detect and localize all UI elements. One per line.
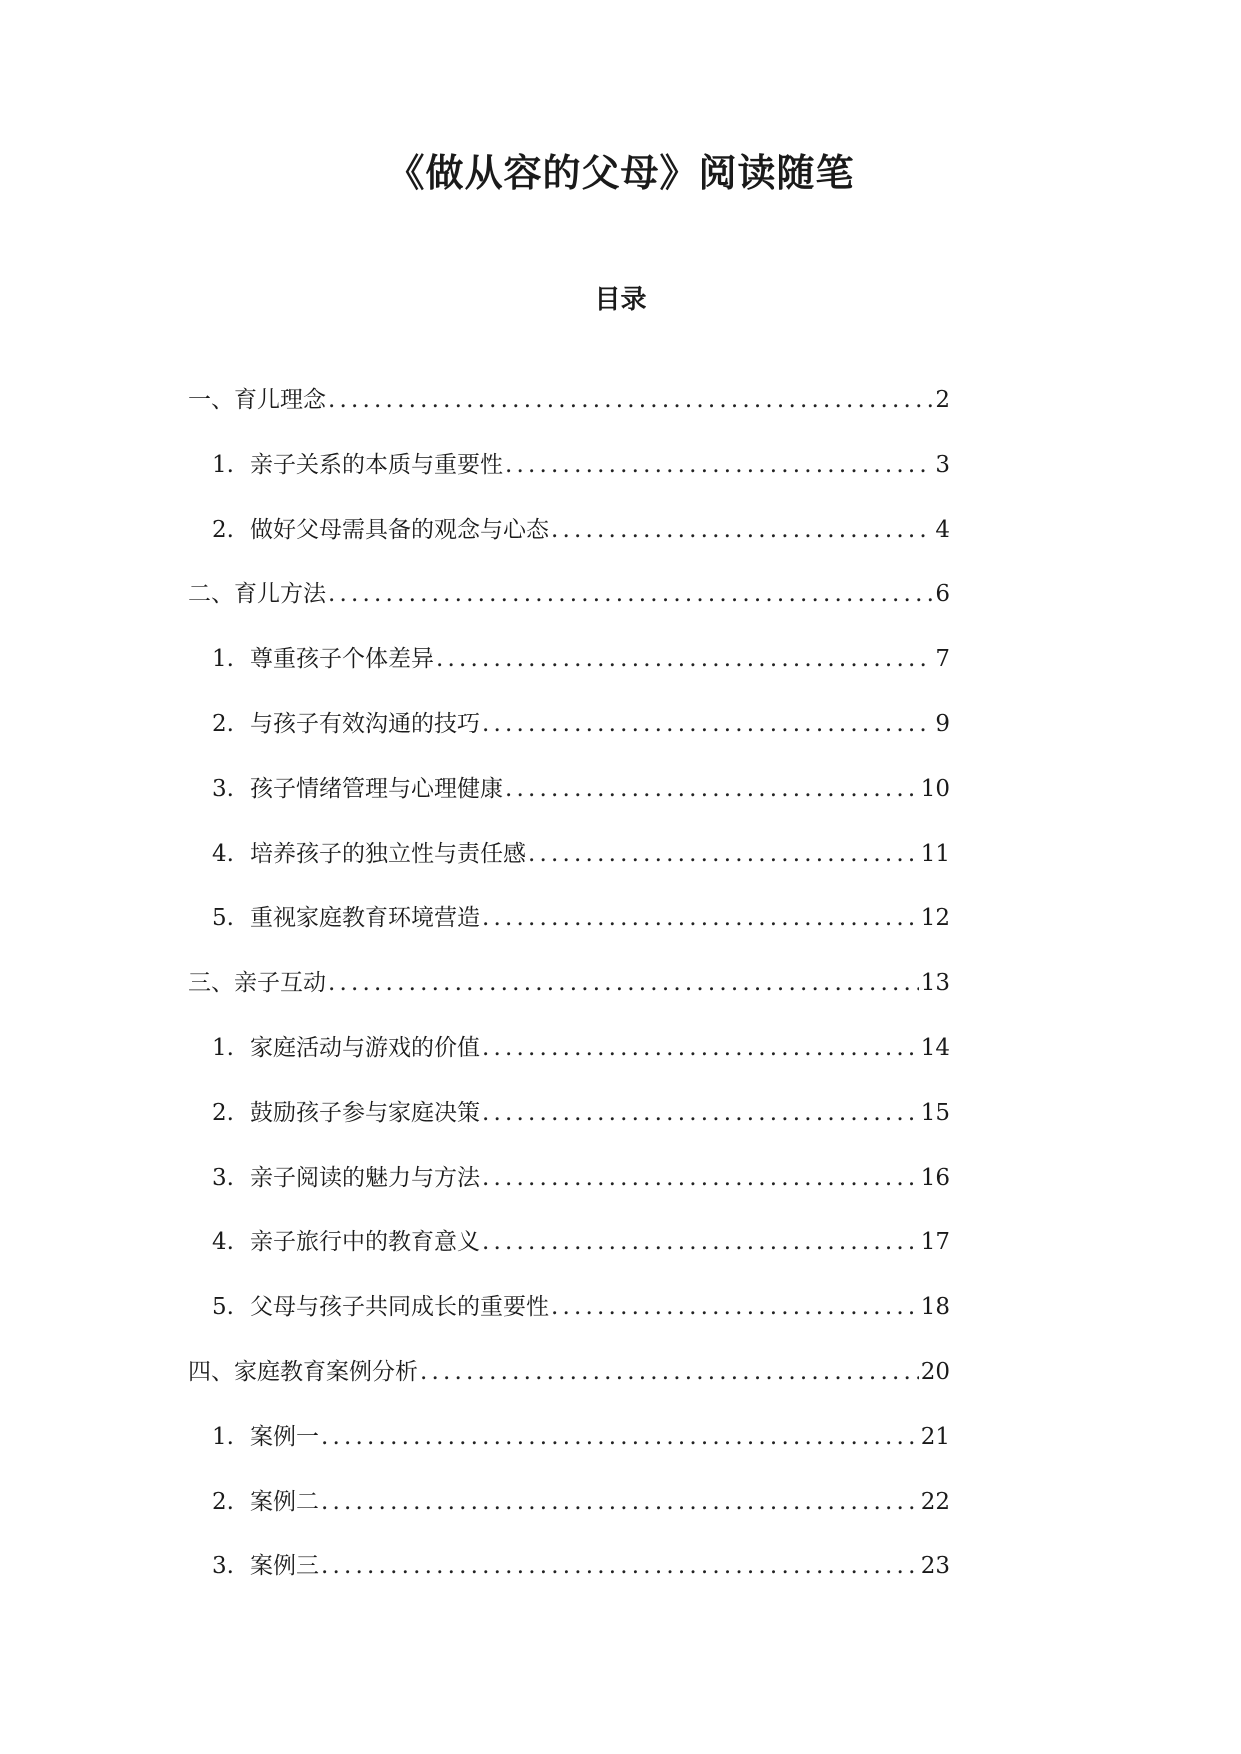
toc-entry-page: 3: [935, 451, 950, 478]
toc-dot-leader: [551, 1289, 919, 1325]
toc-dot-leader: [321, 1484, 919, 1520]
toc-entry-page: 16: [920, 1164, 950, 1191]
toc-entry-label: 孩子情绪管理与心理健康: [250, 775, 503, 802]
toc-entry-number: 5.: [212, 1294, 234, 1321]
toc-entry[interactable]: [188, 1289, 950, 1354]
toc-dot-leader: [505, 447, 933, 483]
toc-entry-page: 20: [920, 1358, 950, 1385]
toc-entry-label: 尊重孩子个体差异: [250, 646, 434, 673]
toc-dot-leader: [528, 836, 919, 872]
toc-dot-leader: [328, 965, 919, 1001]
toc-entry-page: 18: [920, 1294, 950, 1321]
toc-entry-number: 2.: [212, 516, 234, 543]
toc-dot-leader: [482, 1160, 919, 1196]
toc-entry-label: 案例三: [250, 1553, 319, 1580]
toc-entry[interactable]: [188, 1484, 950, 1549]
toc-entry-label: 三、亲子互动: [188, 970, 326, 997]
toc-entry-page: 9: [935, 710, 950, 737]
toc-entry-number: 2.: [212, 1099, 234, 1126]
toc-dot-leader: [482, 900, 919, 936]
toc-dot-leader: [321, 1548, 919, 1584]
toc-entry[interactable]: [188, 965, 950, 1030]
toc-entry-number: 4.: [212, 840, 234, 867]
toc-entry-page: 21: [920, 1423, 950, 1450]
toc-entry[interactable]: [188, 706, 950, 771]
toc-entry[interactable]: [188, 836, 950, 901]
toc-entry-page: 17: [920, 1229, 950, 1256]
toc-dot-leader: [505, 771, 919, 807]
toc-entry[interactable]: [188, 576, 950, 641]
toc-entry-page: 23: [920, 1553, 950, 1580]
toc-dot-leader: [482, 1224, 919, 1260]
toc-entry-number: 3.: [212, 1553, 234, 1580]
toc-entry-number: 2.: [212, 710, 234, 737]
toc-entry-number: 4.: [212, 1229, 234, 1256]
toc-dot-leader: [551, 512, 933, 548]
toc-dot-leader: [328, 576, 933, 612]
toc-entry[interactable]: [188, 1548, 950, 1613]
table-of-contents: [188, 382, 950, 1613]
toc-entry-page: 13: [920, 970, 950, 997]
document-title: 《做从容的父母》阅读随笔: [386, 150, 855, 195]
toc-entry-label: 案例一: [250, 1423, 319, 1450]
toc-dot-leader: [482, 706, 933, 742]
toc-entry[interactable]: [188, 1419, 950, 1484]
toc-entry-number: 1.: [212, 1423, 234, 1450]
toc-dot-leader: [482, 1095, 919, 1131]
toc-entry-label: 亲子关系的本质与重要性: [250, 451, 503, 478]
toc-entry-label: 培养孩子的独立性与责任感: [250, 840, 526, 867]
toc-entry-page: 2: [935, 387, 950, 413]
toc-heading: 目录: [594, 285, 647, 315]
toc-entry-page: 15: [920, 1099, 950, 1126]
toc-dot-leader: [482, 1030, 919, 1066]
toc-entry-number: 1.: [212, 1034, 234, 1061]
toc-entry-page: 7: [935, 646, 950, 673]
toc-entry-label: 四、家庭教育案例分析: [188, 1358, 418, 1385]
toc-entry-number: 3.: [212, 1164, 234, 1191]
toc-entry-page: 11: [920, 840, 950, 867]
toc-dot-leader: [420, 1354, 919, 1390]
toc-entry-label: 亲子阅读的魅力与方法: [250, 1164, 480, 1191]
toc-dot-leader: [436, 641, 933, 677]
toc-entry-page: 12: [920, 905, 950, 932]
toc-entry[interactable]: [188, 1354, 950, 1419]
toc-entry-number: 1.: [212, 646, 234, 673]
toc-entry-label: 与孩子有效沟通的技巧: [250, 710, 480, 737]
toc-entry-label: 案例二: [250, 1488, 319, 1515]
toc-entry-number: 3.: [212, 775, 234, 802]
toc-entry-page: 14: [920, 1034, 950, 1061]
toc-entry-label: 重视家庭教育环境营造: [250, 905, 480, 932]
toc-entry-page: 10: [920, 775, 950, 802]
toc-entry-number: 5.: [212, 905, 234, 932]
toc-entry[interactable]: [188, 1224, 950, 1289]
toc-dot-leader: [328, 382, 933, 418]
toc-entry[interactable]: [188, 641, 950, 706]
toc-entry-label: 二、育儿方法: [188, 581, 326, 608]
toc-entry-number: 2.: [212, 1488, 234, 1515]
toc-entry-label: 做好父母需具备的观念与心态: [250, 516, 549, 543]
toc-entry[interactable]: [188, 771, 950, 836]
toc-entry[interactable]: [188, 1160, 950, 1225]
toc-entry-page: 6: [935, 581, 950, 608]
toc-entry[interactable]: [188, 447, 950, 512]
toc-entry-label: 鼓励孩子参与家庭决策: [250, 1099, 480, 1126]
toc-entry[interactable]: [188, 512, 950, 577]
toc-entry-label: 父母与孩子共同成长的重要性: [250, 1294, 549, 1321]
toc-entry-page: 4: [935, 516, 950, 543]
toc-entry-page: 22: [920, 1488, 950, 1515]
toc-entry-label: 一、育儿理念: [188, 387, 326, 413]
toc-entry[interactable]: [188, 900, 950, 965]
toc-entry-label: 家庭活动与游戏的价值: [250, 1034, 480, 1061]
toc-dot-leader: [321, 1419, 919, 1455]
toc-entry[interactable]: [188, 1030, 950, 1095]
toc-entry[interactable]: [188, 382, 950, 447]
toc-entry[interactable]: [188, 1095, 950, 1160]
toc-entry-label: 亲子旅行中的教育意义: [250, 1229, 480, 1256]
toc-entry-number: 1.: [212, 451, 234, 478]
